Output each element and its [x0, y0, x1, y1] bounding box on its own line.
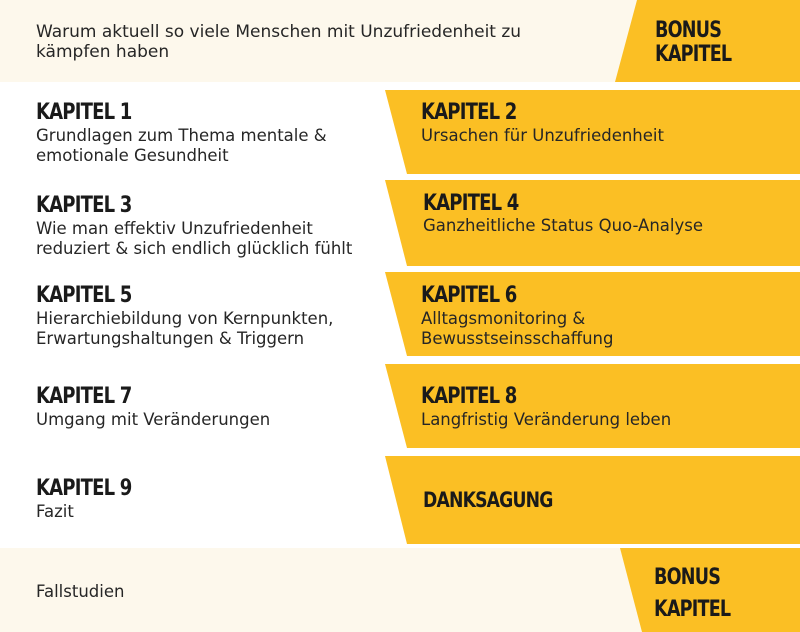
chapter-2-desc: Ursachen für Unzufriedenheit	[421, 126, 664, 145]
bonus-label-top-line1: BONUS	[655, 18, 722, 43]
bonus-label-top-line2: KAPITEL	[655, 42, 732, 67]
chapter-8-desc: Langfristig Veränderung leben	[421, 410, 672, 429]
chapter-9-title: KAPITEL 9	[36, 476, 132, 501]
chapter-4-desc: Ganzheitliche Status Quo-Analyse	[423, 216, 703, 235]
chapter-9-desc: Fazit	[36, 502, 74, 521]
chapter-1-desc: Grundlagen zum Thema mentale & emotionale Gesundheit	[36, 126, 327, 165]
chapter-3-desc: Wie man effektiv Unzufriedenheit reduziert & sich endlich glücklich fühlt	[36, 219, 353, 258]
chapter-5-desc: Hierarchiebildung von Kernpunkten, Erwartungshaltungen & Triggern	[36, 309, 334, 348]
intro-text: Warum aktuell so viele Menschen mit Unzufriedenheit zu kämpfen haben	[36, 22, 522, 62]
chapter-6-desc: Alltagsmonitoring & Bewusstseinsschaffung	[421, 309, 614, 348]
chapter-6-title: KAPITEL 6	[421, 283, 517, 308]
chapter-3-title: KAPITEL 3	[36, 193, 132, 218]
bonus-label-bottom-line2: KAPITEL	[654, 597, 731, 622]
chapter-2-title: KAPITEL 2	[421, 100, 517, 125]
chapter-7-title: KAPITEL 7	[36, 384, 132, 409]
bonus-label-bottom-line1: BONUS	[654, 565, 721, 590]
chapter-4-title: KAPITEL 4	[423, 191, 519, 216]
chapter-5-title: KAPITEL 5	[36, 283, 132, 308]
danksagung-title: DANKSAGUNG	[423, 488, 553, 512]
outro-text: Fallstudien	[36, 582, 125, 601]
chapter-8-title: KAPITEL 8	[421, 384, 517, 409]
chapter-1-title: KAPITEL 1	[36, 100, 132, 125]
chapter-7-desc: Umgang mit Veränderungen	[36, 410, 271, 429]
